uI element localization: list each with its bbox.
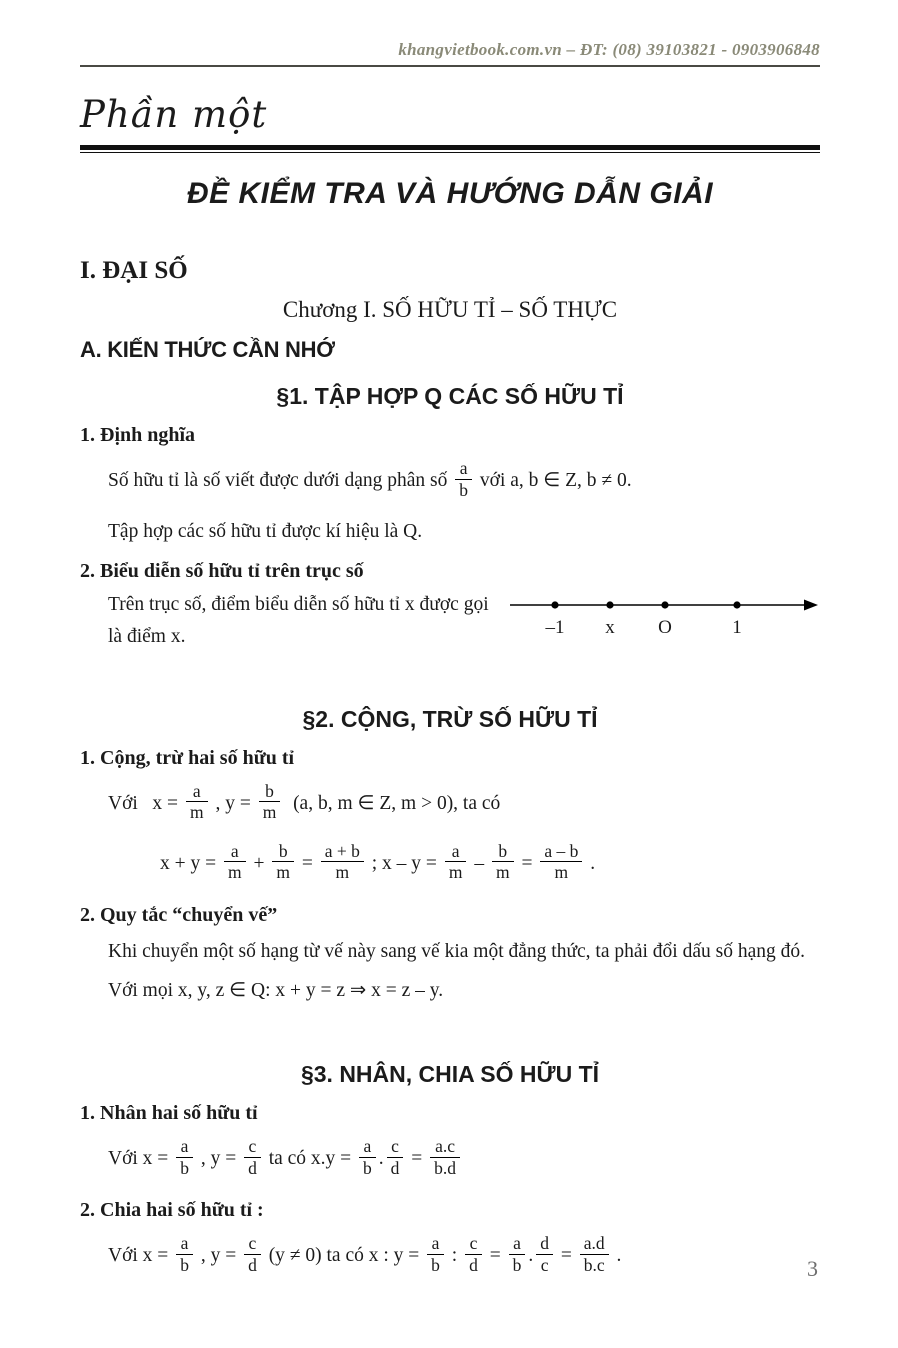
lesson2-item1-title: 1. Cộng, trừ hai số hữu tỉ xyxy=(80,746,295,769)
section-heading-algebra: I. ĐẠI SỐ xyxy=(80,257,188,284)
running-header-text: khangvietbook.com.vn – ĐT: (08) 39103821 - 0903906848 xyxy=(398,40,820,59)
running-header xyxy=(80,40,820,67)
page-number: 3 xyxy=(807,1256,818,1281)
lesson1-item1-title: 1. Định nghĩa xyxy=(80,424,196,446)
numberline-row xyxy=(80,589,820,653)
formula-text: . xyxy=(378,1148,384,1170)
formula-text: . xyxy=(528,1245,534,1267)
numberline-label-O: O xyxy=(658,617,672,639)
fraction: $\frac{a.d}{b.c}$ xyxy=(580,1233,609,1274)
chapter-heading: Chương I. SỐ HỮU TỈ – SỐ THỰC xyxy=(282,297,618,322)
notation-line: Tập hợp các số hữu tỉ được kí hiệu là Q. xyxy=(108,521,423,542)
sum-difference-formula xyxy=(160,838,820,890)
formula-text: ta có x.y = xyxy=(263,1148,357,1170)
thick-rule xyxy=(80,145,820,150)
formula-text: – xyxy=(469,852,489,874)
point-dot-icon xyxy=(551,602,558,609)
formula-text: x + y = xyxy=(160,852,221,874)
given-formula xyxy=(108,778,820,830)
header-rule xyxy=(80,65,820,67)
formula-text: Với x = xyxy=(108,792,183,814)
thin-rule xyxy=(80,152,820,153)
formula-text: Số hữu tỉ là số viết được dưới dạng phân số xyxy=(108,470,453,492)
formula-text: = xyxy=(555,1245,577,1267)
formula-text: , y = xyxy=(195,1148,242,1170)
numberline-caption: Trên trục số, điểm biểu diễn số hữu tỉ x được gọi là điểm x. xyxy=(108,594,489,648)
fraction: $\frac{a}{b}$ xyxy=(427,1233,444,1274)
formula-text: : xyxy=(446,1245,463,1267)
transposition-rule-text: Khi chuyển một số hạng từ vế này sang vế kia một đẳng thức, ta phải đổi dấu số hạng đó. xyxy=(108,940,806,962)
point-dot-icon xyxy=(733,602,740,609)
division-formula xyxy=(108,1230,820,1282)
formula-text: Với x = xyxy=(108,1245,174,1267)
formula-text: = xyxy=(516,852,538,874)
point-dot-icon xyxy=(606,602,613,609)
lesson2-item2-title: 2. Quy tắc “chuyển vế” xyxy=(80,903,278,926)
fraction: $\frac{c}{d}$ xyxy=(244,1233,261,1274)
fraction: $\frac{a}{m}$ xyxy=(224,841,246,882)
fraction: $\frac{a + b}{m}$ xyxy=(321,841,364,882)
number-line xyxy=(510,595,820,653)
lesson1-title: §1. TẬP HỢP Q CÁC SỐ HỮU TỈ xyxy=(276,383,624,409)
formula-text: (y ≠ 0) ta có x : y = xyxy=(263,1245,425,1267)
formula-text: (a, b, m ∈ Z, m > 0), ta có xyxy=(283,792,501,814)
transposition-rule-formula: Với mọi x, y, z ∈ Q: x + y = z ⇒ x = z – y. xyxy=(108,979,444,1001)
fraction: $\frac{a}{m}$ xyxy=(445,841,467,882)
lesson3-item1-title: 1. Nhân hai số hữu tỉ xyxy=(80,1102,258,1125)
fraction: $\frac{a}{m}$ xyxy=(186,781,208,822)
formula-text: , y = xyxy=(210,792,256,814)
fraction: $\frac{c}{d}$ xyxy=(465,1233,482,1274)
formula-text: = xyxy=(297,852,318,874)
fraction: $\frac{a}{b}$ xyxy=(176,1136,193,1177)
part-title: ĐỀ KIỂM TRA VÀ HƯỚNG DẪN GIẢI xyxy=(186,177,714,210)
lesson3-item2-title: 2. Chia hai số hữu tỉ : xyxy=(80,1199,264,1222)
formula-text: = xyxy=(484,1245,506,1267)
fraction: $\frac{b}{m}$ xyxy=(259,781,281,822)
formula-text: với a, b ∈ Z, b ≠ 0. xyxy=(475,470,632,492)
point-dot-icon xyxy=(661,602,668,609)
fraction: $\frac{b}{m}$ xyxy=(272,841,294,882)
part-label: Phần một xyxy=(80,93,268,136)
lesson3-title: §3. NHÂN, CHIA SỐ HỮU TỈ xyxy=(300,1061,600,1088)
formula-text: = xyxy=(406,1148,428,1170)
fraction: $\frac{a}{b}$ xyxy=(509,1233,526,1274)
knowledge-heading: A. KIẾN THỨC CẦN NHỚ xyxy=(80,337,335,362)
arrowhead-icon xyxy=(804,600,818,611)
numberline-label-neg1: –1 xyxy=(545,617,565,639)
lesson2-title: §2. CỘNG, TRỪ SỐ HỮU TỈ xyxy=(302,705,598,732)
definition-formula xyxy=(108,455,820,507)
fraction: $\frac{a.c}{b.d}$ xyxy=(430,1136,460,1177)
fraction: $\frac{a}{b}$ xyxy=(359,1136,376,1177)
lesson1-item2-title: 2. Biểu diễn số hữu tỉ trên trục số xyxy=(80,560,364,583)
formula-text: Với x = xyxy=(108,1148,174,1170)
fraction: $\frac{c}{d}$ xyxy=(244,1136,261,1177)
numberline-label-x: x xyxy=(605,617,615,639)
formula-text: , y = xyxy=(195,1245,242,1267)
fraction: $\frac{a}{b}$ xyxy=(176,1233,193,1274)
multiplication-formula xyxy=(108,1133,820,1185)
fraction: $\frac{b}{m}$ xyxy=(492,841,514,882)
formula-text: + xyxy=(248,852,270,874)
fraction: $\frac{c}{d}$ xyxy=(387,1136,404,1177)
formula-text: . xyxy=(611,1245,622,1267)
fraction: $\frac{a - b}{m}$ xyxy=(540,841,582,882)
formula-text: . xyxy=(585,852,596,874)
fraction: $\frac{d}{c}$ xyxy=(536,1233,553,1274)
formula-text: ; x – y = xyxy=(366,852,442,874)
fraction: $\frac{a}{b}$ xyxy=(455,458,472,499)
number-line-axis xyxy=(510,595,820,615)
numberline-label-1: 1 xyxy=(732,617,742,639)
